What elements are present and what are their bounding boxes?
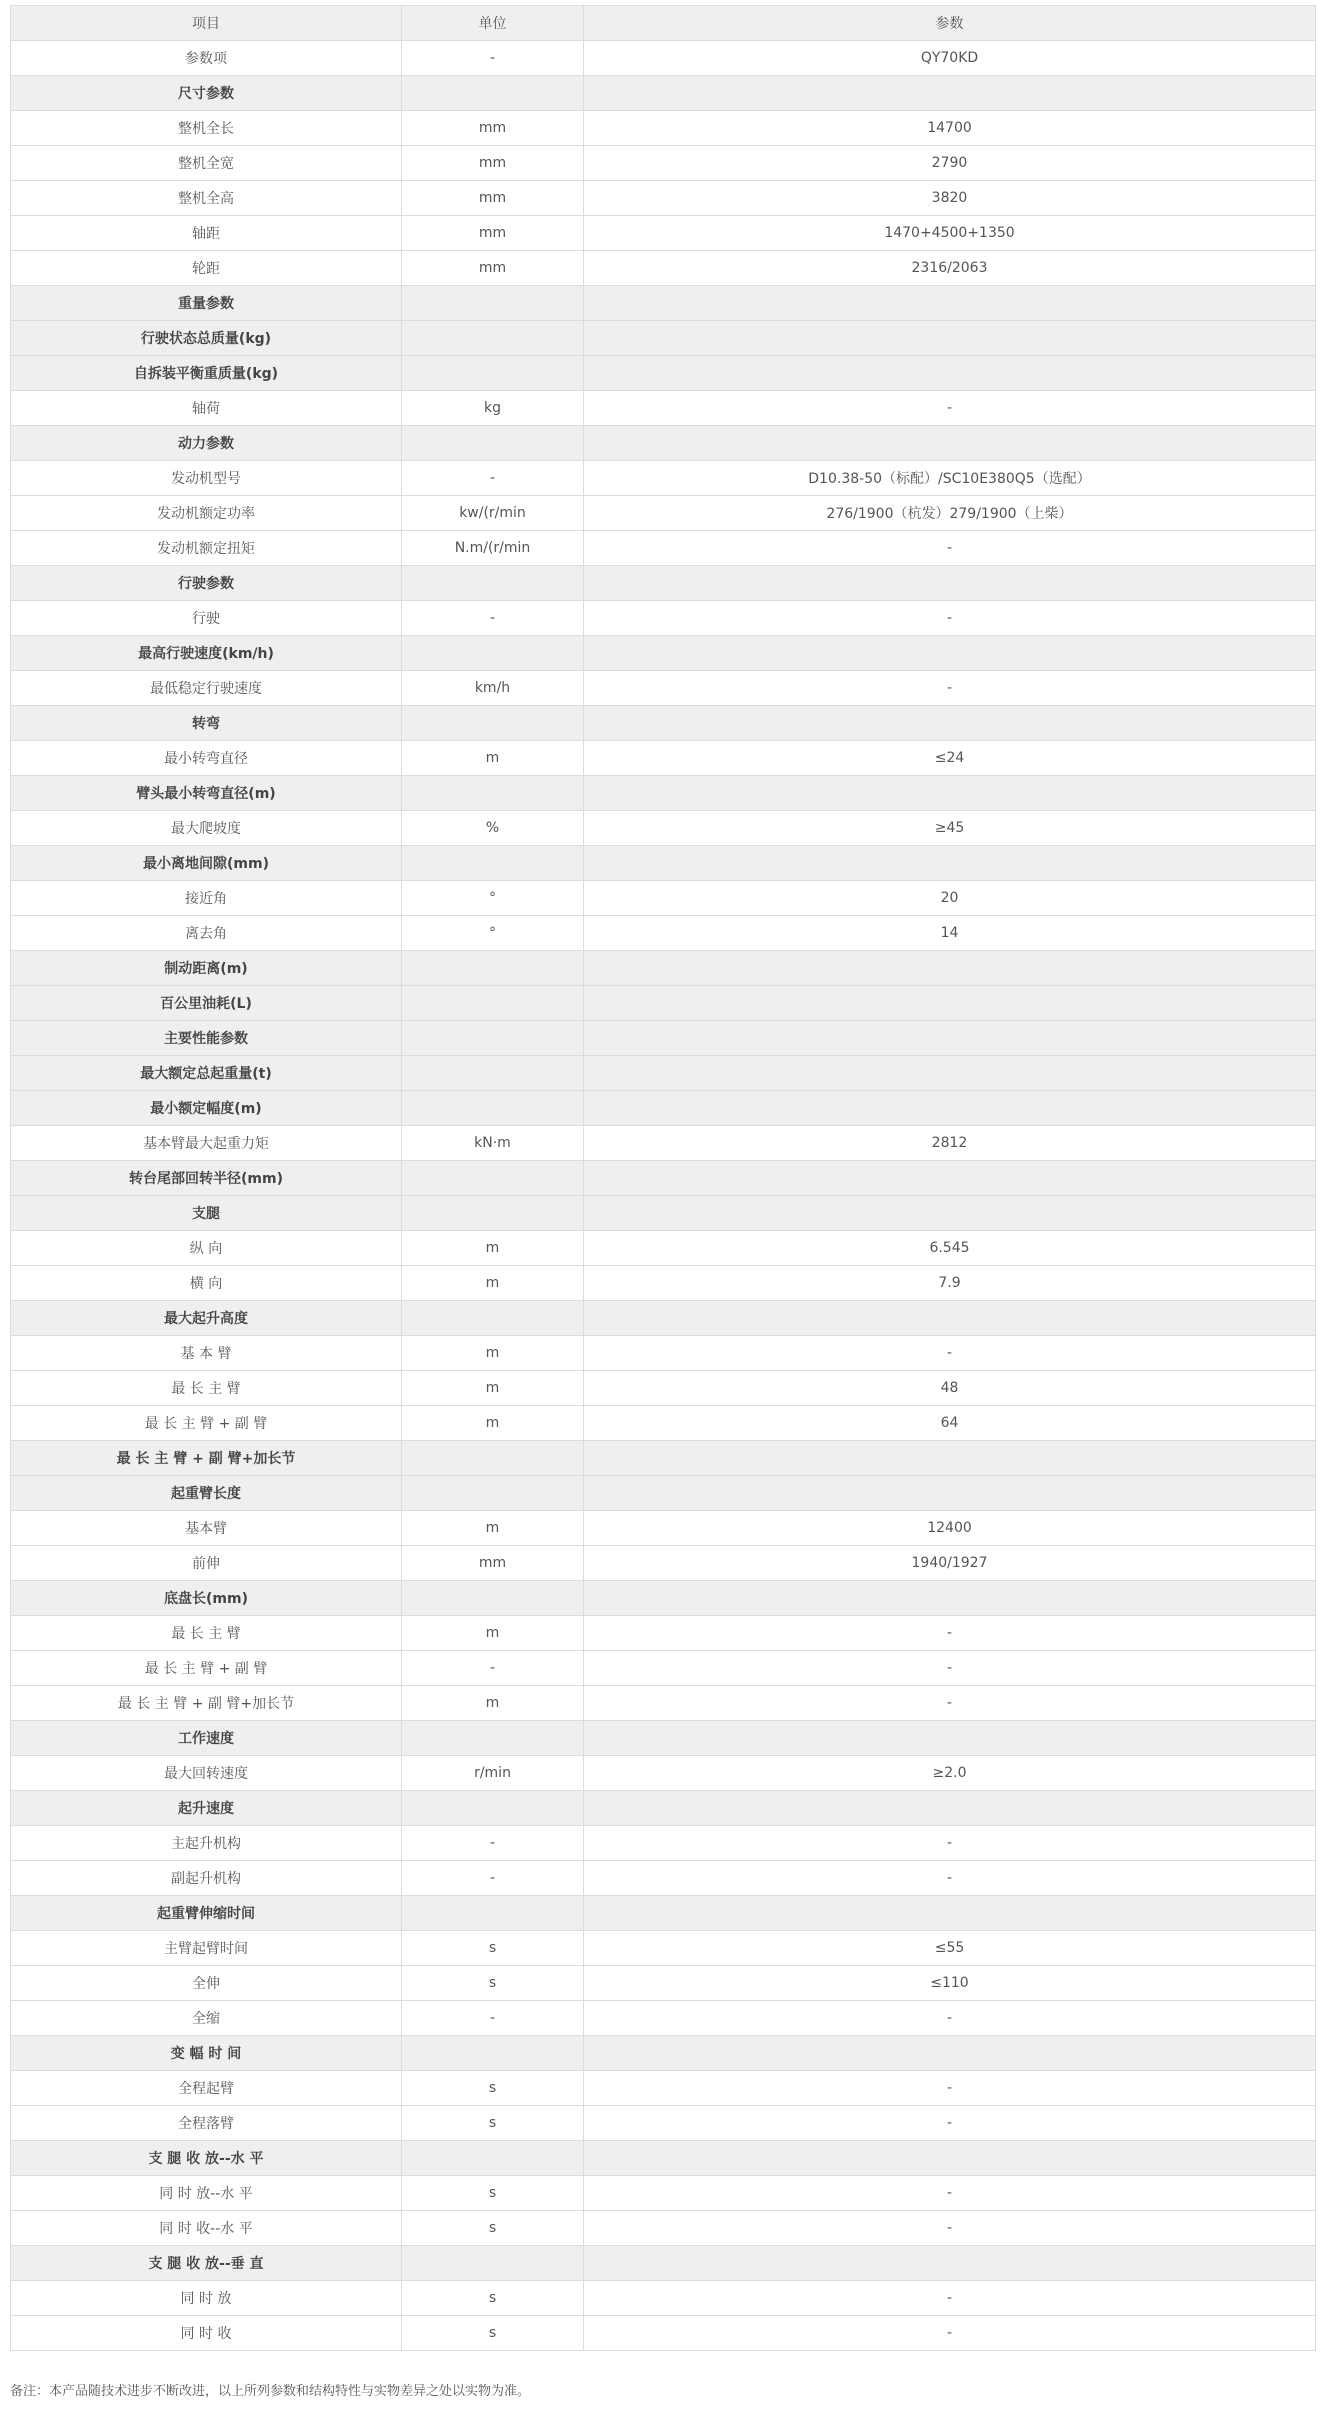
row-unit-cell: [402, 2141, 584, 2176]
row-value-cell: [584, 321, 1316, 356]
row-value-cell: 64: [584, 1406, 1316, 1441]
row-unit-cell: s: [402, 1966, 584, 2001]
row-value-cell: [584, 1721, 1316, 1756]
row-name-cell: 纵 向: [11, 1231, 402, 1266]
header-value: 参数: [584, 6, 1316, 41]
row-name-cell: 最小离地间隙(mm): [11, 846, 402, 881]
row-unit-cell: -: [402, 461, 584, 496]
row-value-cell: [584, 846, 1316, 881]
row-value-cell: [584, 1791, 1316, 1826]
table-row: [11, 1686, 1316, 1721]
row-name-cell: 最大额定总起重量(t): [11, 1056, 402, 1091]
table-row: [11, 1826, 1316, 1861]
row-name-cell: 全程起臂: [11, 2071, 402, 2106]
row-name-cell: 最高行驶速度(km/h): [11, 636, 402, 671]
section-row: [11, 1476, 1316, 1511]
table-row: [11, 1861, 1316, 1896]
row-value-cell: -: [584, 1861, 1316, 1896]
section-row: [11, 1721, 1316, 1756]
row-name-cell: 横 向: [11, 1266, 402, 1301]
row-value-cell: [584, 286, 1316, 321]
row-unit-cell: -: [402, 41, 584, 76]
section-row: [11, 566, 1316, 601]
section-row: [11, 76, 1316, 111]
row-name-cell: 发动机额定扭矩: [11, 531, 402, 566]
section-row: [11, 636, 1316, 671]
row-name-cell: 变 幅 时 间: [11, 2036, 402, 2071]
row-name-cell: 底盘长(mm): [11, 1581, 402, 1616]
row-unit-cell: m: [402, 1686, 584, 1721]
row-name-cell: 最 长 主 臂: [11, 1371, 402, 1406]
row-unit-cell: [402, 1056, 584, 1091]
row-value-cell: [584, 1056, 1316, 1091]
row-value-cell: 20: [584, 881, 1316, 916]
row-unit-cell: [402, 321, 584, 356]
section-row: [11, 286, 1316, 321]
row-value-cell: [584, 951, 1316, 986]
row-unit-cell: [402, 76, 584, 111]
table-row: [11, 1756, 1316, 1791]
table-row: [11, 1616, 1316, 1651]
section-row: [11, 1581, 1316, 1616]
section-row: [11, 2036, 1316, 2071]
row-value-cell: 6.545: [584, 1231, 1316, 1266]
row-unit-cell: m: [402, 1616, 584, 1651]
row-name-cell: 轴距: [11, 216, 402, 251]
table-row: [11, 2281, 1316, 2316]
table-row: [11, 216, 1316, 251]
row-unit-cell: [402, 1896, 584, 1931]
spec-table: [10, 5, 1316, 2351]
table-body: [11, 41, 1316, 2351]
row-name-cell: 最小额定幅度(m): [11, 1091, 402, 1126]
row-unit-cell: [402, 566, 584, 601]
row-unit-cell: [402, 286, 584, 321]
table-row: [11, 2071, 1316, 2106]
section-row: [11, 356, 1316, 391]
row-value-cell: [584, 776, 1316, 811]
row-name-cell: 同 时 收--水 平: [11, 2211, 402, 2246]
table-row: [11, 2316, 1316, 2351]
section-row: [11, 776, 1316, 811]
row-value-cell: -: [584, 601, 1316, 636]
row-value-cell: -: [584, 2316, 1316, 2351]
row-unit-cell: %: [402, 811, 584, 846]
row-unit-cell: [402, 1581, 584, 1616]
row-name-cell: 发动机额定功率: [11, 496, 402, 531]
table-row: [11, 1931, 1316, 1966]
row-value-cell: 14: [584, 916, 1316, 951]
row-value-cell: [584, 1896, 1316, 1931]
section-row: [11, 2246, 1316, 2281]
row-unit-cell: mm: [402, 251, 584, 286]
table-row: [11, 1336, 1316, 1371]
row-name-cell: 主要性能参数: [11, 1021, 402, 1056]
row-unit-cell: -: [402, 1826, 584, 1861]
table-row: [11, 1511, 1316, 1546]
row-value-cell: [584, 1161, 1316, 1196]
row-name-cell: 同 时 放: [11, 2281, 402, 2316]
row-name-cell: 发动机型号: [11, 461, 402, 496]
row-unit-cell: [402, 951, 584, 986]
row-name-cell: 转弯: [11, 706, 402, 741]
row-value-cell: D10.38-50（标配）/SC10E380Q5（选配）: [584, 461, 1316, 496]
row-value-cell: -: [584, 391, 1316, 426]
table-row: [11, 1266, 1316, 1301]
row-value-cell: -: [584, 1336, 1316, 1371]
row-name-cell: 离去角: [11, 916, 402, 951]
footer-note: 备注：本产品随技术进步不断改进，以上所列参数和结构特性与实物差异之处以实物为准。: [10, 2384, 531, 2399]
row-name-cell: 转台尾部回转半径(mm): [11, 1161, 402, 1196]
row-value-cell: 276/1900（杭发）279/1900（上柴）: [584, 496, 1316, 531]
table-row: [11, 2001, 1316, 2036]
row-name-cell: 最 长 主 臂 + 副 臂: [11, 1651, 402, 1686]
row-name-cell: 最低稳定行驶速度: [11, 671, 402, 706]
row-value-cell: ≥45: [584, 811, 1316, 846]
row-unit-cell: [402, 1721, 584, 1756]
row-unit-cell: [402, 986, 584, 1021]
row-value-cell: ≤110: [584, 1966, 1316, 2001]
row-name-cell: 最 长 主 臂 + 副 臂+加长节: [11, 1686, 402, 1721]
row-name-cell: 行驶参数: [11, 566, 402, 601]
header-item: 项目: [11, 6, 402, 41]
row-name-cell: 轮距: [11, 251, 402, 286]
row-unit-cell: °: [402, 916, 584, 951]
row-name-cell: 同 时 收: [11, 2316, 402, 2351]
row-name-cell: 尺寸参数: [11, 76, 402, 111]
row-name-cell: 整机全宽: [11, 146, 402, 181]
section-row: [11, 321, 1316, 356]
row-name-cell: 起重臂长度: [11, 1476, 402, 1511]
table-row: [11, 461, 1316, 496]
row-unit-cell: kw/(r/min: [402, 496, 584, 531]
row-value-cell: QY70KD: [584, 41, 1316, 76]
row-value-cell: [584, 1476, 1316, 1511]
row-value-cell: -: [584, 2106, 1316, 2141]
row-value-cell: 3820: [584, 181, 1316, 216]
row-unit-cell: [402, 1301, 584, 1336]
table-row: [11, 111, 1316, 146]
row-unit-cell: mm: [402, 181, 584, 216]
row-value-cell: -: [584, 1686, 1316, 1721]
row-value-cell: 7.9: [584, 1266, 1316, 1301]
row-name-cell: 支腿: [11, 1196, 402, 1231]
section-row: [11, 951, 1316, 986]
row-name-cell: 最小转弯直径: [11, 741, 402, 776]
row-name-cell: 最 长 主 臂 + 副 臂+加长节: [11, 1441, 402, 1476]
section-row: [11, 426, 1316, 461]
row-value-cell: [584, 2246, 1316, 2281]
row-unit-cell: m: [402, 1406, 584, 1441]
table-row: [11, 146, 1316, 181]
row-unit-cell: [402, 776, 584, 811]
row-value-cell: -: [584, 2001, 1316, 2036]
row-value-cell: [584, 2141, 1316, 2176]
row-unit-cell: -: [402, 2001, 584, 2036]
row-name-cell: 起升速度: [11, 1791, 402, 1826]
table-row: [11, 41, 1316, 76]
header-unit: 单位: [402, 6, 584, 41]
row-unit-cell: mm: [402, 1546, 584, 1581]
row-name-cell: 支 腿 收 放--水 平: [11, 2141, 402, 2176]
row-name-cell: 最 长 主 臂 + 副 臂: [11, 1406, 402, 1441]
row-value-cell: 1470+4500+1350: [584, 216, 1316, 251]
table-row: [11, 881, 1316, 916]
table-row: [11, 391, 1316, 426]
section-row: [11, 1791, 1316, 1826]
row-unit-cell: [402, 1476, 584, 1511]
row-value-cell: -: [584, 2176, 1316, 2211]
row-name-cell: 全伸: [11, 1966, 402, 2001]
row-unit-cell: mm: [402, 111, 584, 146]
table-row: [11, 741, 1316, 776]
row-value-cell: [584, 1021, 1316, 1056]
row-unit-cell: s: [402, 1931, 584, 1966]
row-name-cell: 整机全高: [11, 181, 402, 216]
row-value-cell: -: [584, 1826, 1316, 1861]
table-row: [11, 1231, 1316, 1266]
row-unit-cell: m: [402, 1266, 584, 1301]
row-name-cell: 制动距离(m): [11, 951, 402, 986]
row-value-cell: [584, 566, 1316, 601]
row-unit-cell: s: [402, 2316, 584, 2351]
row-unit-cell: [402, 846, 584, 881]
row-value-cell: 2316/2063: [584, 251, 1316, 286]
row-unit-cell: mm: [402, 216, 584, 251]
table-row: [11, 2106, 1316, 2141]
row-unit-cell: [402, 426, 584, 461]
row-unit-cell: s: [402, 2281, 584, 2316]
row-value-cell: [584, 1581, 1316, 1616]
row-name-cell: 自拆装平衡重质量(kg): [11, 356, 402, 391]
section-row: [11, 706, 1316, 741]
row-unit-cell: [402, 1791, 584, 1826]
section-row: [11, 2141, 1316, 2176]
row-name-cell: 全程落臂: [11, 2106, 402, 2141]
row-name-cell: 最 长 主 臂: [11, 1616, 402, 1651]
row-name-cell: 同 时 放--水 平: [11, 2176, 402, 2211]
row-name-cell: 整机全长: [11, 111, 402, 146]
section-row: [11, 986, 1316, 1021]
row-unit-cell: s: [402, 2176, 584, 2211]
row-value-cell: -: [584, 1651, 1316, 1686]
row-name-cell: 最大爬坡度: [11, 811, 402, 846]
row-unit-cell: [402, 636, 584, 671]
row-name-cell: 基本臂最大起重力矩: [11, 1126, 402, 1161]
row-name-cell: 百公里油耗(L): [11, 986, 402, 1021]
table-row: [11, 2176, 1316, 2211]
section-row: [11, 1896, 1316, 1931]
row-value-cell: [584, 1441, 1316, 1476]
row-unit-cell: [402, 2036, 584, 2071]
row-name-cell: 副起升机构: [11, 1861, 402, 1896]
row-name-cell: 前伸: [11, 1546, 402, 1581]
row-value-cell: [584, 706, 1316, 741]
row-value-cell: -: [584, 671, 1316, 706]
row-unit-cell: [402, 356, 584, 391]
row-name-cell: 行驶状态总质量(kg): [11, 321, 402, 356]
row-unit-cell: N.m/(r/min: [402, 531, 584, 566]
section-row: [11, 846, 1316, 881]
row-value-cell: ≤55: [584, 1931, 1316, 1966]
row-unit-cell: -: [402, 1651, 584, 1686]
row-unit-cell: [402, 1441, 584, 1476]
row-name-cell: 全缩: [11, 2001, 402, 2036]
row-value-cell: 1940/1927: [584, 1546, 1316, 1581]
row-unit-cell: s: [402, 2211, 584, 2246]
row-unit-cell: [402, 1196, 584, 1231]
section-row: [11, 1301, 1316, 1336]
row-name-cell: 基 本 臂: [11, 1336, 402, 1371]
row-unit-cell: kg: [402, 391, 584, 426]
row-name-cell: 重量参数: [11, 286, 402, 321]
row-value-cell: [584, 356, 1316, 391]
row-unit-cell: °: [402, 881, 584, 916]
row-value-cell: 2790: [584, 146, 1316, 181]
row-value-cell: ≤24: [584, 741, 1316, 776]
row-name-cell: 支 腿 收 放--垂 直: [11, 2246, 402, 2281]
row-name-cell: 主起升机构: [11, 1826, 402, 1861]
table-header: [11, 6, 1316, 41]
row-unit-cell: [402, 706, 584, 741]
row-name-cell: 主臂起臂时间: [11, 1931, 402, 1966]
row-unit-cell: m: [402, 741, 584, 776]
table-row: [11, 601, 1316, 636]
row-value-cell: [584, 426, 1316, 461]
row-value-cell: -: [584, 2211, 1316, 2246]
row-name-cell: 工作速度: [11, 1721, 402, 1756]
row-unit-cell: [402, 1021, 584, 1056]
row-name-cell: 臂头最小转弯直径(m): [11, 776, 402, 811]
row-unit-cell: m: [402, 1371, 584, 1406]
row-name-cell: 起重臂伸缩时间: [11, 1896, 402, 1931]
row-name-cell: 接近角: [11, 881, 402, 916]
row-unit-cell: m: [402, 1336, 584, 1371]
section-row: [11, 1196, 1316, 1231]
table-row: [11, 1966, 1316, 2001]
section-row: [11, 1056, 1316, 1091]
row-value-cell: -: [584, 1616, 1316, 1651]
row-name-cell: 轴荷: [11, 391, 402, 426]
row-unit-cell: [402, 1161, 584, 1196]
row-value-cell: [584, 636, 1316, 671]
row-value-cell: -: [584, 531, 1316, 566]
row-value-cell: [584, 1196, 1316, 1231]
row-name-cell: 最大回转速度: [11, 1756, 402, 1791]
row-unit-cell: mm: [402, 146, 584, 181]
row-value-cell: 2812: [584, 1126, 1316, 1161]
section-row: [11, 1091, 1316, 1126]
row-value-cell: 12400: [584, 1511, 1316, 1546]
table-row: [11, 181, 1316, 216]
row-value-cell: -: [584, 2281, 1316, 2316]
row-value-cell: 14700: [584, 111, 1316, 146]
row-unit-cell: -: [402, 1861, 584, 1896]
row-unit-cell: m: [402, 1231, 584, 1266]
row-value-cell: ≥2.0: [584, 1756, 1316, 1791]
table-row: [11, 2211, 1316, 2246]
section-row: [11, 1021, 1316, 1056]
row-name-cell: 最大起升高度: [11, 1301, 402, 1336]
table-row: [11, 1126, 1316, 1161]
row-value-cell: -: [584, 2071, 1316, 2106]
table-row: [11, 916, 1316, 951]
row-name-cell: 行驶: [11, 601, 402, 636]
row-value-cell: [584, 986, 1316, 1021]
row-unit-cell: [402, 2246, 584, 2281]
header-row: [11, 6, 1316, 41]
row-unit-cell: -: [402, 601, 584, 636]
row-unit-cell: kN·m: [402, 1126, 584, 1161]
table-row: [11, 251, 1316, 286]
row-unit-cell: km/h: [402, 671, 584, 706]
table-row: [11, 811, 1316, 846]
row-unit-cell: s: [402, 2071, 584, 2106]
table-row: [11, 671, 1316, 706]
row-name-cell: 参数项: [11, 41, 402, 76]
row-value-cell: 48: [584, 1371, 1316, 1406]
row-unit-cell: s: [402, 2106, 584, 2141]
row-value-cell: [584, 1301, 1316, 1336]
row-value-cell: [584, 2036, 1316, 2071]
row-unit-cell: [402, 1091, 584, 1126]
row-name-cell: 基本臂: [11, 1511, 402, 1546]
table-row: [11, 1546, 1316, 1581]
section-row: [11, 1441, 1316, 1476]
table-row: [11, 496, 1316, 531]
table-row: [11, 1371, 1316, 1406]
table-row: [11, 1406, 1316, 1441]
table-row: [11, 531, 1316, 566]
row-name-cell: 动力参数: [11, 426, 402, 461]
table-row: [11, 1651, 1316, 1686]
row-value-cell: [584, 76, 1316, 111]
row-unit-cell: r/min: [402, 1756, 584, 1791]
row-value-cell: [584, 1091, 1316, 1126]
row-unit-cell: m: [402, 1511, 584, 1546]
section-row: [11, 1161, 1316, 1196]
